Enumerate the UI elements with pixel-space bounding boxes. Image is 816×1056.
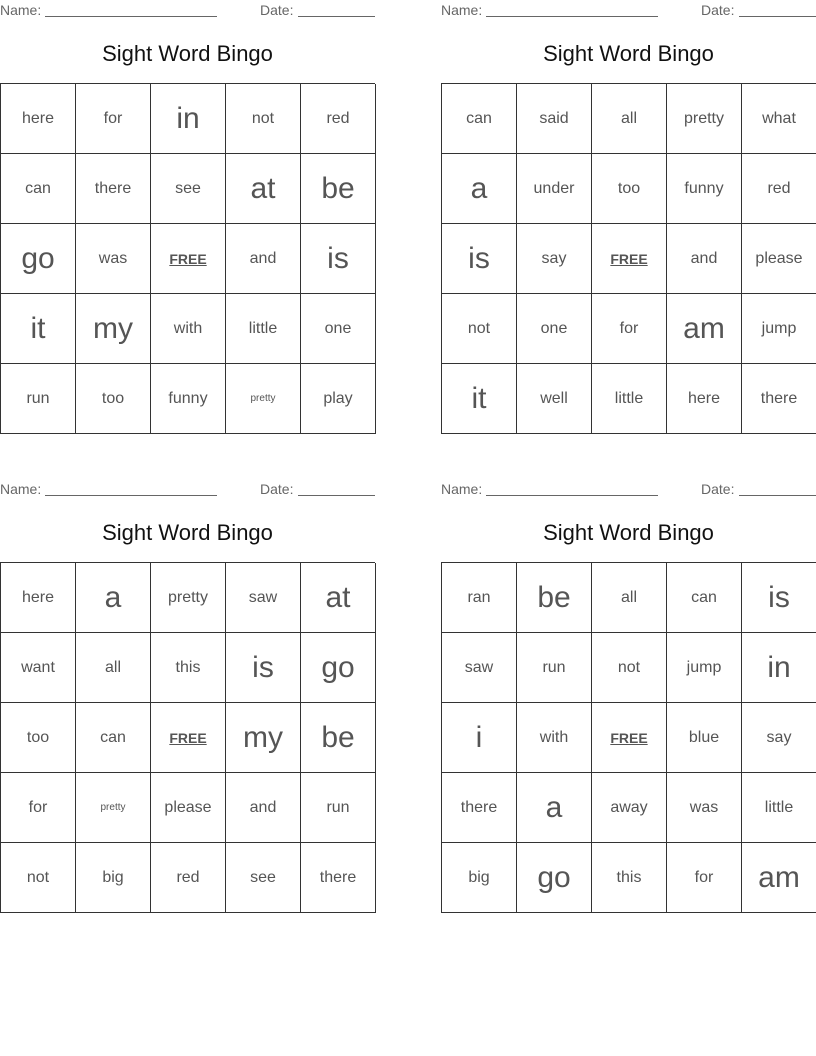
bingo-cell: am bbox=[742, 843, 816, 913]
bingo-cell: funny bbox=[667, 154, 742, 224]
bingo-cell: in bbox=[151, 84, 226, 154]
bingo-card-4 bbox=[441, 479, 816, 919]
bingo-cell: pretty bbox=[667, 84, 742, 154]
bingo-cell: not bbox=[592, 633, 667, 703]
bingo-cell: this bbox=[592, 843, 667, 913]
bingo-cell: here bbox=[667, 364, 742, 434]
bingo-cell: big bbox=[442, 843, 517, 913]
bingo-cell: be bbox=[517, 563, 592, 633]
bingo-cell: there bbox=[76, 154, 151, 224]
bingo-card-3 bbox=[0, 479, 375, 919]
bingo-cell: please bbox=[151, 773, 226, 843]
bingo-cell: blue bbox=[667, 703, 742, 773]
bingo-cell: pretty bbox=[151, 563, 226, 633]
bingo-cell: all bbox=[76, 633, 151, 703]
bingo-cell: at bbox=[301, 563, 376, 633]
bingo-cell: red bbox=[742, 154, 816, 224]
bingo-cell: red bbox=[301, 84, 376, 154]
bingo-cell: too bbox=[1, 703, 76, 773]
bingo-cell: run bbox=[301, 773, 376, 843]
bingo-cell: jump bbox=[667, 633, 742, 703]
bingo-cell: saw bbox=[442, 633, 517, 703]
bingo-cell: pretty bbox=[76, 773, 151, 843]
bingo-cell: pretty bbox=[226, 364, 301, 434]
bingo-cell: my bbox=[226, 703, 301, 773]
bingo-cell: can bbox=[442, 84, 517, 154]
bingo-cell: little bbox=[226, 294, 301, 364]
bingo-grid bbox=[0, 83, 375, 434]
bingo-cell: one bbox=[517, 294, 592, 364]
bingo-cell: is bbox=[742, 563, 816, 633]
bingo-cell: well bbox=[517, 364, 592, 434]
bingo-cell: here bbox=[1, 563, 76, 633]
name-line bbox=[486, 16, 658, 17]
bingo-cell: is bbox=[442, 224, 517, 294]
bingo-cell: what bbox=[742, 84, 816, 154]
bingo-cell: go bbox=[517, 843, 592, 913]
bingo-grid bbox=[441, 83, 816, 434]
bingo-cell: play bbox=[301, 364, 376, 434]
date-label: Date: bbox=[260, 2, 294, 18]
bingo-cell: can bbox=[76, 703, 151, 773]
bingo-cell: big bbox=[76, 843, 151, 913]
bingo-cell: red bbox=[151, 843, 226, 913]
bingo-cell: there bbox=[301, 843, 376, 913]
bingo-cell: say bbox=[517, 224, 592, 294]
bingo-cell: be bbox=[301, 703, 376, 773]
card-header-row bbox=[0, 0, 375, 20]
bingo-grid bbox=[441, 562, 816, 913]
bingo-cell: with bbox=[151, 294, 226, 364]
bingo-cell: want bbox=[1, 633, 76, 703]
name-label: Name: bbox=[0, 481, 42, 497]
bingo-cell: at bbox=[226, 154, 301, 224]
name-label: Name: bbox=[441, 2, 483, 18]
bingo-cell: can bbox=[667, 563, 742, 633]
bingo-cell: is bbox=[301, 224, 376, 294]
bingo-cell: go bbox=[301, 633, 376, 703]
date-line bbox=[739, 16, 816, 17]
bingo-cell: can bbox=[1, 154, 76, 224]
bingo-cell: see bbox=[151, 154, 226, 224]
bingo-cell: with bbox=[517, 703, 592, 773]
card-title: Sight Word Bingo bbox=[102, 41, 273, 66]
bingo-cell: it bbox=[442, 364, 517, 434]
card-header-row bbox=[441, 479, 816, 499]
bingo-cell: saw bbox=[226, 563, 301, 633]
bingo-cell: ran bbox=[442, 563, 517, 633]
bingo-cell: little bbox=[592, 364, 667, 434]
bingo-cell: it bbox=[1, 294, 76, 364]
bingo-cell: a bbox=[517, 773, 592, 843]
free-space: FREE bbox=[592, 224, 667, 294]
bingo-cell: am bbox=[667, 294, 742, 364]
bingo-cell: away bbox=[592, 773, 667, 843]
bingo-cell: a bbox=[442, 154, 517, 224]
bingo-cell: my bbox=[76, 294, 151, 364]
bingo-cell: for bbox=[667, 843, 742, 913]
free-space: FREE bbox=[592, 703, 667, 773]
bingo-cell: all bbox=[592, 84, 667, 154]
name-label: Name: bbox=[441, 481, 483, 497]
bingo-cell: little bbox=[742, 773, 816, 843]
bingo-cell: here bbox=[1, 84, 76, 154]
bingo-cell: for bbox=[76, 84, 151, 154]
bingo-cell: there bbox=[442, 773, 517, 843]
card-title: Sight Word Bingo bbox=[543, 41, 714, 66]
date-line bbox=[298, 16, 375, 17]
card-header-row bbox=[0, 479, 375, 499]
bingo-cell: in bbox=[742, 633, 816, 703]
free-space: FREE bbox=[151, 703, 226, 773]
date-label: Date: bbox=[701, 2, 735, 18]
card-header-row bbox=[441, 0, 816, 20]
bingo-cell: for bbox=[592, 294, 667, 364]
bingo-cell: this bbox=[151, 633, 226, 703]
name-line bbox=[45, 16, 217, 17]
bingo-cell: was bbox=[667, 773, 742, 843]
bingo-cell: run bbox=[1, 364, 76, 434]
bingo-cell: a bbox=[76, 563, 151, 633]
bingo-cell: and bbox=[226, 224, 301, 294]
bingo-card-1 bbox=[0, 0, 375, 440]
bingo-cell: be bbox=[301, 154, 376, 224]
bingo-cell: was bbox=[76, 224, 151, 294]
date-line bbox=[739, 495, 816, 496]
bingo-card-2 bbox=[441, 0, 816, 440]
bingo-cell: not bbox=[1, 843, 76, 913]
bingo-cell: not bbox=[226, 84, 301, 154]
free-space: FREE bbox=[151, 224, 226, 294]
bingo-grid bbox=[0, 562, 375, 913]
bingo-cell: is bbox=[226, 633, 301, 703]
date-label: Date: bbox=[701, 481, 735, 497]
date-line bbox=[298, 495, 375, 496]
card-title: Sight Word Bingo bbox=[543, 520, 714, 545]
bingo-cell: say bbox=[742, 703, 816, 773]
bingo-cell: said bbox=[517, 84, 592, 154]
bingo-cell: run bbox=[517, 633, 592, 703]
bingo-cell: under bbox=[517, 154, 592, 224]
bingo-cell: one bbox=[301, 294, 376, 364]
bingo-cell: funny bbox=[151, 364, 226, 434]
bingo-cell: all bbox=[592, 563, 667, 633]
date-label: Date: bbox=[260, 481, 294, 497]
bingo-cell: for bbox=[1, 773, 76, 843]
card-title: Sight Word Bingo bbox=[102, 520, 273, 545]
bingo-cell: not bbox=[442, 294, 517, 364]
bingo-cell: and bbox=[667, 224, 742, 294]
bingo-cell: go bbox=[1, 224, 76, 294]
bingo-cell: see bbox=[226, 843, 301, 913]
bingo-cell: and bbox=[226, 773, 301, 843]
name-line bbox=[45, 495, 217, 496]
name-label: Name: bbox=[0, 2, 42, 18]
bingo-cell: please bbox=[742, 224, 816, 294]
bingo-cell: too bbox=[592, 154, 667, 224]
bingo-cell: too bbox=[76, 364, 151, 434]
bingo-cell: there bbox=[742, 364, 816, 434]
name-line bbox=[486, 495, 658, 496]
bingo-cell: i bbox=[442, 703, 517, 773]
bingo-cell: jump bbox=[742, 294, 816, 364]
